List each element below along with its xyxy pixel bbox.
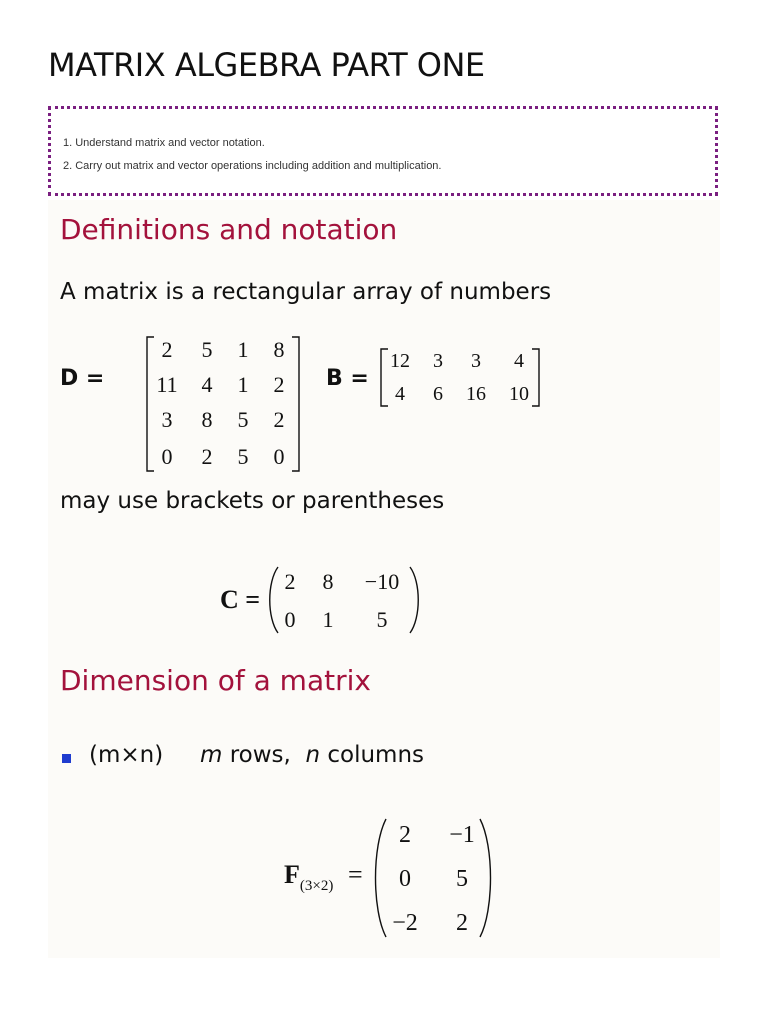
matrix-d-cell: 5 [237, 407, 249, 432]
matrix-c-label: C = [220, 585, 261, 614]
matrix-f-right-paren [480, 819, 491, 937]
matrix-b-cell: 3 [433, 350, 443, 372]
matrix-d-cell: 0 [273, 444, 285, 469]
matrix-f [372, 816, 494, 940]
matrix-b-right-bracket [532, 349, 539, 406]
matrix-d-cell: 8 [201, 407, 213, 432]
matrix-b-cell: 3 [471, 350, 481, 372]
matrix-f-cell: −1 [449, 822, 475, 848]
learning-objectives-box [48, 106, 718, 196]
matrix-d-cell: 8 [273, 337, 285, 362]
matrix-f-cell: −2 [392, 910, 418, 936]
columns-text: columns [320, 742, 425, 768]
matrix-f-cell: 2 [399, 822, 411, 848]
matrix-b-left-bracket [381, 349, 388, 406]
matrix-d-cell: 3 [161, 407, 173, 432]
objective-item: 2. Carry out matrix and vector operations including addition and multiplication. [63, 160, 442, 172]
matrix-d-cell: 2 [201, 444, 213, 469]
matrix-c-cell: −10 [364, 569, 400, 594]
matrix-b [376, 346, 542, 410]
matrix-d-cell: 11 [156, 372, 178, 397]
matrix-definition-text: A matrix is a rectangular array of numbers [60, 279, 552, 305]
matrix-c-cell: 8 [322, 569, 334, 594]
matrix-c-cell: 0 [284, 607, 296, 632]
matrix-d-cell: 1 [237, 337, 249, 362]
dimension-bullet [89, 742, 163, 768]
page-title: MATRIX ALGEBRA PART ONE [48, 46, 485, 84]
matrix-d-cell: 5 [201, 337, 213, 362]
matrix-c-cell: 2 [284, 569, 296, 594]
rows-variable: m [200, 742, 223, 768]
matrix-d-cell: 5 [237, 444, 249, 469]
matrix-f-label: $F_{(3\times 2)}$ [284, 860, 334, 894]
matrix-f-cell: 5 [456, 866, 468, 892]
matrix-f-subscript: (3×2) [299, 878, 334, 894]
matrix-b-cell: 10 [509, 383, 529, 405]
objective-item: 1. Understand matrix and vector notation. [63, 137, 265, 149]
columns-variable: n [305, 742, 321, 768]
matrix-d-label: D = [60, 366, 105, 391]
matrix-c-cell: 1 [322, 607, 334, 632]
heading-dimension-of-a-matrix: Dimension of a matrix [60, 664, 371, 697]
matrix-d-cell: 2 [161, 337, 173, 362]
matrix-d-cell: 2 [273, 372, 285, 397]
matrix-c-cell: 5 [376, 607, 388, 632]
matrix-d-cell: 1 [237, 372, 249, 397]
bullet-square-icon [62, 754, 71, 763]
notation-note: may use brackets or parentheses [60, 488, 445, 514]
matrix-f-left-paren [376, 819, 387, 937]
slide-image [48, 200, 720, 958]
matrix-f-equals: = [348, 860, 363, 889]
matrix-d-cell: 4 [201, 372, 213, 397]
matrix-b-cell: 4 [514, 350, 524, 372]
matrix-d [144, 334, 304, 474]
matrix-b-label: B = [326, 366, 369, 391]
rows-text: rows, [222, 742, 306, 768]
matrix-d-left-bracket [147, 337, 154, 471]
matrix-c-right-paren [410, 567, 418, 633]
matrix-b-cell: 4 [395, 383, 405, 405]
matrix-b-cell: 16 [466, 383, 486, 405]
matrix-f-cell: 0 [399, 866, 411, 892]
matrix-c-left-paren [270, 567, 278, 633]
dimension-description [200, 742, 424, 768]
matrix-c [266, 564, 426, 636]
matrix-f-cell: 2 [456, 910, 468, 936]
matrix-d-cell: 0 [161, 444, 173, 469]
matrix-d-right-bracket [292, 337, 299, 471]
heading-definitions-and-notation: Definitions and notation [60, 213, 398, 246]
matrix-d-cell: 2 [273, 407, 285, 432]
dimension-notation: (m×n) [89, 742, 164, 768]
matrix-b-cell: 12 [390, 350, 410, 372]
matrix-b-cell: 6 [433, 383, 443, 405]
